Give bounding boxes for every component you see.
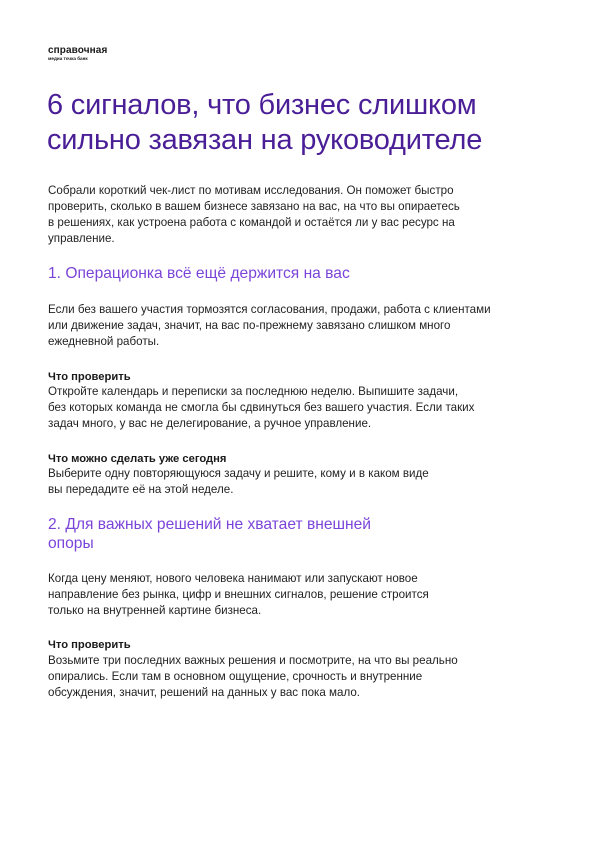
brand-logo bbox=[48, 45, 107, 62]
text-line: Когда цену меняют, нового человека нанимают или запускают новое bbox=[48, 572, 418, 585]
section-1-check-label: Что проверить bbox=[48, 371, 131, 383]
text-line: Если без вашего участия тормозятся согласования, продажи, работа с клиентами bbox=[48, 303, 491, 316]
section-2-body bbox=[48, 571, 558, 619]
text-line: или движение задач, значит, на вас по-прежнему завязано слишком много bbox=[48, 319, 451, 333]
text-line: только на внутренней картине бизнеса. bbox=[48, 604, 262, 618]
heading-line: 2. Для важных решений не хватает внешней bbox=[48, 516, 372, 533]
text-line: в решениях, как устроена работа с командой и остаётся ли у вас ресурс на bbox=[48, 216, 455, 230]
text-line: Собрали короткий чек-лист по мотивам исследования. Он поможет быстро bbox=[48, 184, 454, 197]
section-2-heading bbox=[48, 515, 468, 553]
section-1-heading: 1. Операционка всё ещё держится на вас bbox=[48, 265, 350, 282]
text-line: обсуждения, значит, решений на данных у вас пока мало. bbox=[48, 686, 361, 700]
section-1-check-body bbox=[48, 384, 558, 432]
logo-wordmark: справочная bbox=[48, 45, 108, 56]
text-line: управление. bbox=[48, 232, 115, 246]
section-2-check-label: Что проверить bbox=[48, 639, 131, 651]
section-1-todo-body bbox=[48, 466, 558, 498]
page-title bbox=[47, 88, 567, 158]
section-1-todo-label: Что можно сделать уже сегодня bbox=[48, 453, 227, 465]
text-line: Выберите одну повторяющуюся задачу и решите, кому и в каком виде bbox=[48, 467, 429, 480]
text-line: без которых команда не смогла бы сдвинуться без вашего участия. Если таких bbox=[48, 401, 475, 415]
page-title-line: сильно завязан на руководителе bbox=[47, 124, 483, 156]
text-line: Возьмите три последних важных решения и посмотрите, на что вы реально bbox=[48, 654, 458, 667]
text-line: задач много, у вас не делегирование, а ручное управление. bbox=[48, 417, 372, 431]
text-line: Откройте календарь и переписки за последнюю неделю. Выпишите задачи, bbox=[48, 385, 459, 398]
section-1-body bbox=[48, 302, 558, 350]
section-2-check-body bbox=[48, 653, 558, 701]
page-title-line: 6 сигналов, что бизнес слишком bbox=[47, 89, 477, 121]
logo-tagline: медиа точка банк bbox=[48, 56, 88, 61]
text-line: направление без рынка, цифр и внешних сигналов, решение строится bbox=[48, 588, 429, 602]
text-line: вы передадите её на этой неделе. bbox=[48, 483, 234, 497]
heading-line: опоры bbox=[48, 535, 94, 552]
text-line: опирались. Если там в основном ощущение, срочность и внутренние bbox=[48, 670, 423, 684]
text-line: проверить, сколько в вашем бизнесе завязано на вас, на что вы опираетесь bbox=[48, 200, 460, 214]
intro-paragraph bbox=[48, 183, 558, 247]
text-line: ежедневной работы. bbox=[48, 335, 160, 349]
